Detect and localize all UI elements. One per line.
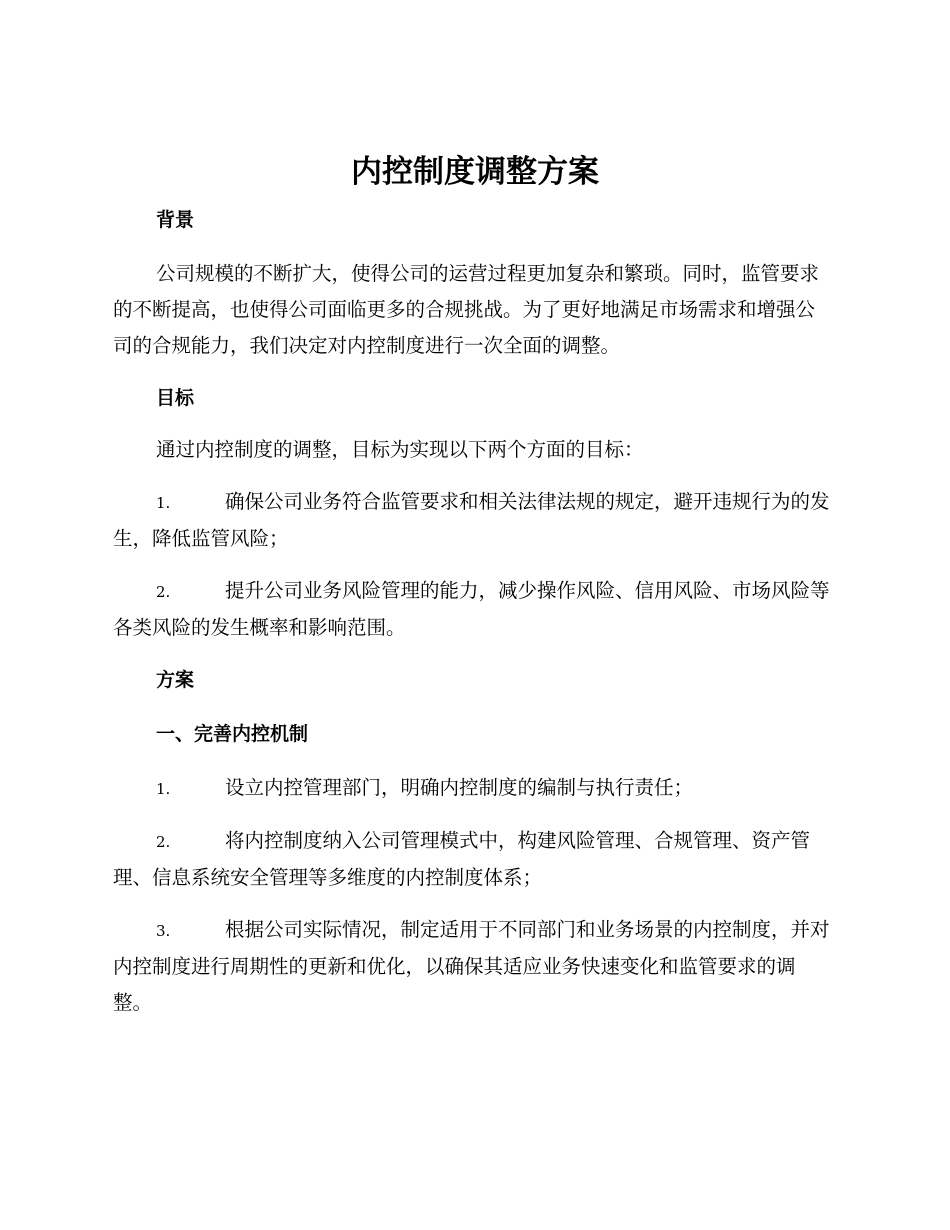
document-body [113,200,833,1021]
document-title: 内控制度调整方案 [351,154,599,190]
plan-item [113,912,833,1021]
section-heading-plan: 方案 [156,669,195,691]
subsection-heading: 一、完善内控机制 [156,723,309,745]
goal-item [113,573,833,646]
section-heading-goals: 目标 [156,387,195,409]
section-heading-background: 背景 [156,209,195,231]
list-number: 1. [156,780,171,798]
list-number: 2. [156,833,171,851]
list-item-text: 根据公司实际情况，制定适用于不同部门和业务场景的内控制度，并对内控制度进行周期性的更新和优化，以确保其适应业务快速变化和监管要求的调整。 [113,918,830,1014]
list-number: 1. [156,494,171,512]
background-paragraph: 公司规模的不断扩大，使得公司的运营过程更加复杂和繁琐。同时，监管要求的不断提高，也使得公司面临更多的合规挑战。为了更好地满足市场需求和增强公司的合规能力，我们决定对内控制度进行一次全面的调整。 [113,262,820,357]
goals-intro: 通过内控制度的调整，目标为实现以下两个方面的目标： [156,438,644,461]
plan-item [113,770,833,807]
goal-item [113,484,833,557]
list-number: 2. [156,583,171,601]
list-item-text: 设立内控管理部门，明确内控制度的编制与执行责任； [225,776,694,799]
list-item-text: 确保公司业务符合监管要求和相关法律法规的规定，避开违规行为的发生，降低监管风险； [113,490,830,550]
list-item-text: 将内控制度纳入公司管理模式中，构建风险管理、合规管理、资产管理、信息系统安全管理等多维度的内控制度体系； [113,829,811,889]
list-item-text: 提升公司业务风险管理的能力，减少操作风险、信用风险、市场风险等各类风险的发生概率和影响范围。 [113,579,830,639]
list-number: 3. [156,922,171,940]
plan-item [113,823,833,896]
